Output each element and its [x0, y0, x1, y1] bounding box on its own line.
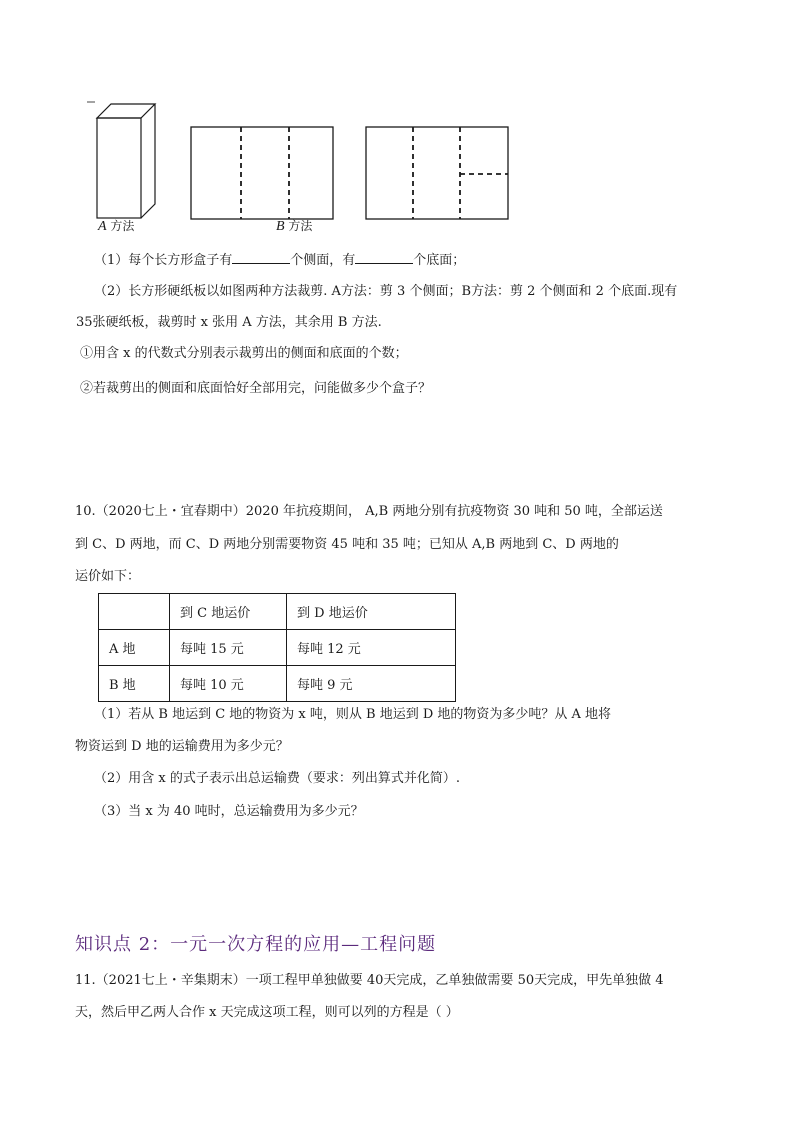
table-cell: 每吨 10 元	[170, 666, 287, 702]
q9-part2-i: ①用含 x 的代数式分别表示裁剪出的侧面和底面的个数；	[80, 346, 408, 361]
q9-part2-line2: 35张硬纸板，裁剪时 x 张用 A 方法，其余用 B 方法.	[76, 315, 382, 330]
label-method-a: A 方法	[98, 219, 135, 234]
method-board-with-bases	[366, 127, 508, 219]
q10-line3: 运价如下：	[75, 569, 141, 584]
q10-part2: （2）用含 x 的式子表示出总运输费（要求：列出算式并化简）.	[94, 771, 460, 786]
table-row	[99, 630, 456, 666]
q10-part1-line1: （1）若从 B 地运到 C 地的物资为 x 吨，则从 B 地运到 D 地的物资为多少吨？从 A 地将	[94, 707, 612, 722]
q9-part1: （1）每个长方形盒子有 个侧面，有 个底面；	[94, 253, 466, 268]
table-cell: B 地	[99, 666, 170, 702]
table-cell: 每吨 12 元	[287, 630, 456, 666]
answer-blank-side[interactable]	[232, 251, 290, 264]
table-header-cell	[99, 594, 170, 630]
q10-part1-line2: 物资运到 D 地的运输费用为多少元？	[75, 739, 289, 754]
table-row	[99, 666, 456, 702]
q10-part3: （3）当 x 为 40 吨时，总运输费用为多少元？	[94, 804, 364, 819]
table-header-cell: 到 C 地运价	[170, 594, 287, 630]
table-header-cell: 到 D 地运价	[287, 594, 456, 630]
q11-line1: 11.（2021七上・辛集期末）一项工程甲单独做要 40天完成，乙单独做需要 50天完成，甲先单独做 4	[75, 973, 664, 988]
label-method-b: B 方法	[276, 219, 313, 234]
q11-line2: 天，然后甲乙两人合作 x 天完成这项工程，则可以列的方程是（ ）	[75, 1005, 459, 1020]
section-heading: 知识点 2：一元一次方程的应用—工程问题	[75, 934, 437, 955]
table-header-row	[99, 594, 456, 630]
table-cell: A 地	[99, 630, 170, 666]
answer-blank-base[interactable]	[355, 251, 413, 264]
q10-line1: 10.（2020七上・宜春期中）2020 年抗疫期间， A,B 两地分别有抗疫物资 30 吨和 50 吨，全部运送	[75, 504, 663, 519]
table-cell: 每吨 9 元	[287, 666, 456, 702]
cuboid-box-drawing	[87, 102, 155, 218]
q10-line2: 到 C、D 两地，而 C、D 两地分别需要物资 45 吨和 35 吨；已知从 A,B 两地到 C、D 两地的	[75, 537, 619, 552]
table-cell: 每吨 15 元	[170, 630, 287, 666]
q9-part2-line1: （2）长方形硬纸板以如图两种方法裁剪. A方法：剪 3 个侧面；B方法：剪 2 个侧面和 2 个底面.现有	[94, 284, 678, 299]
q9-part2-ii: ②若裁剪出的侧面和底面恰好全部用完，问能做多少个盒子？	[80, 381, 432, 396]
shipping-cost-table	[98, 593, 456, 702]
method-b-board	[191, 127, 333, 219]
